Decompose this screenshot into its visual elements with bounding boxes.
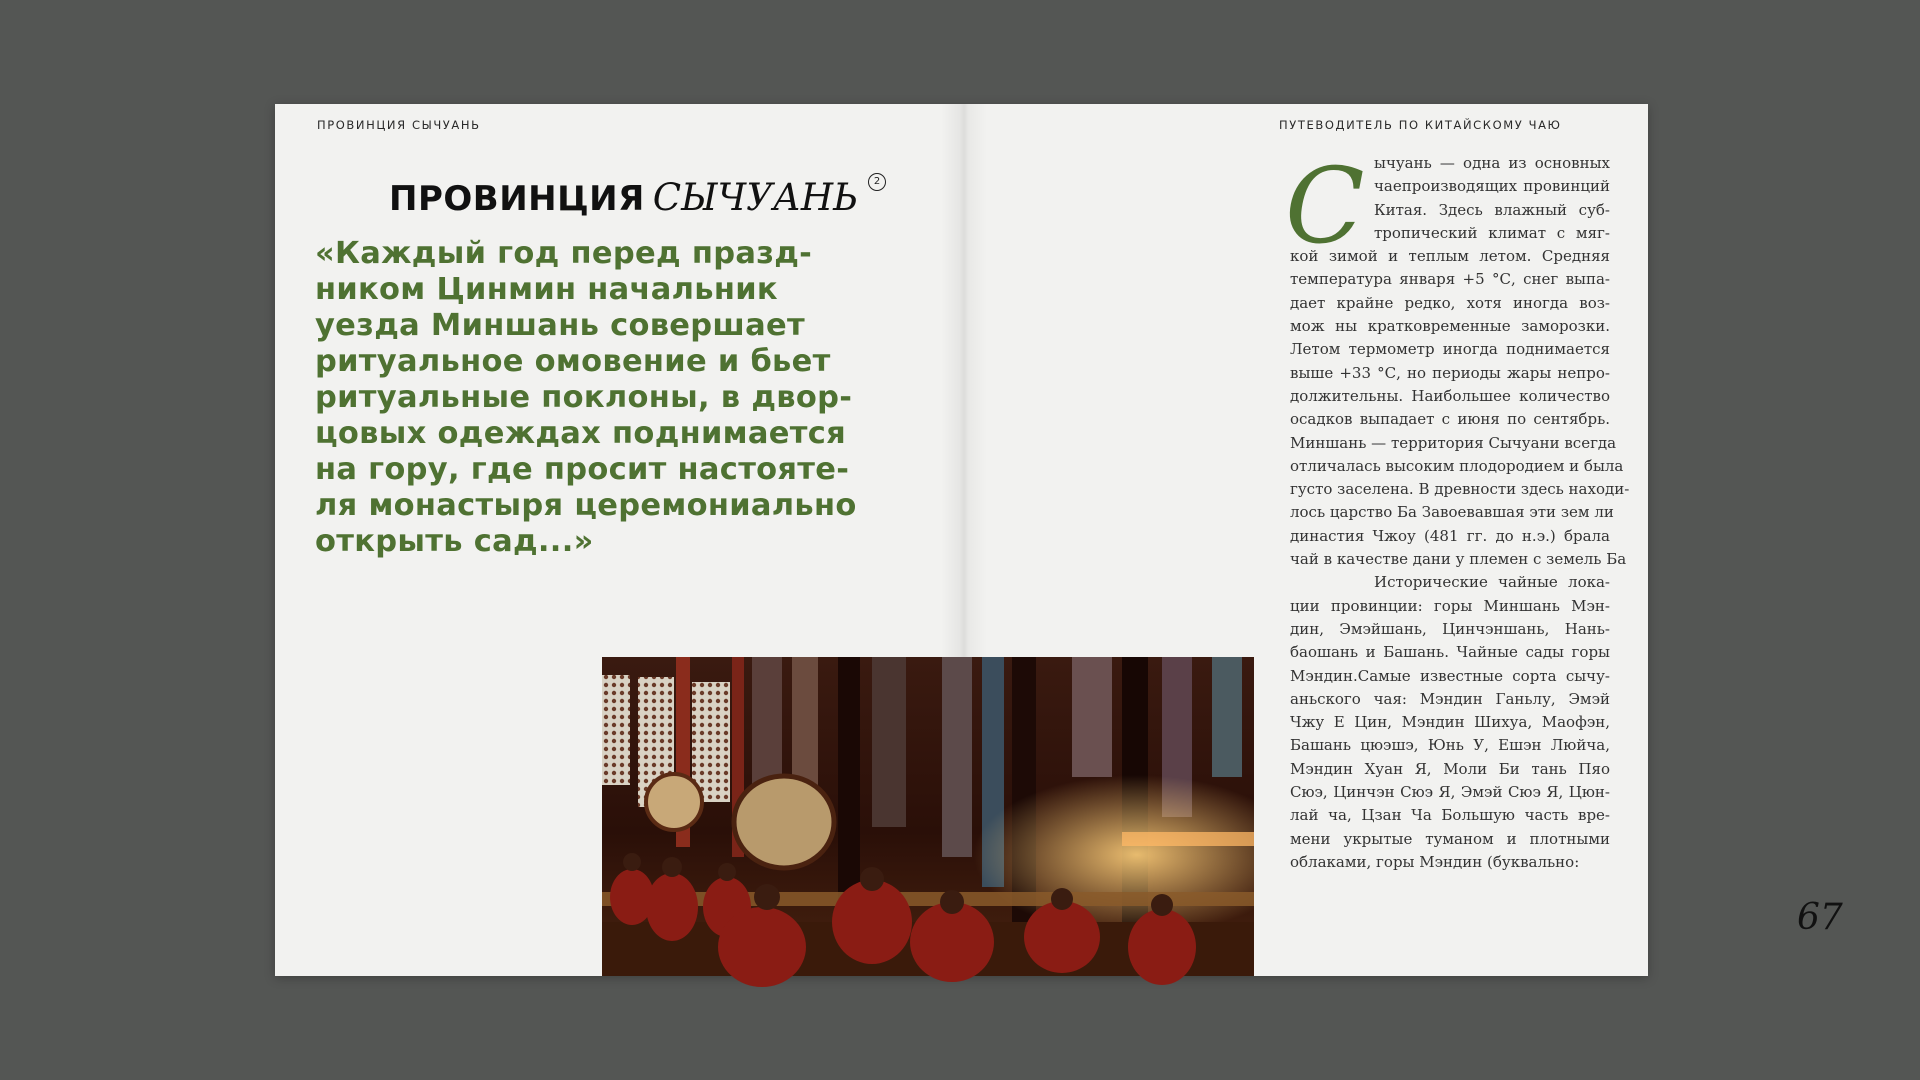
body-text — [1290, 152, 1630, 874]
quote-line: ритуальное омовение и бьет — [315, 344, 831, 379]
body-line: Мэндин Хуан Я, Моли Би тань Пяо — [1290, 759, 1610, 778]
body-line: ции провинции: горы Миншань Мэн- — [1290, 596, 1610, 615]
monks-in-temple-image — [602, 657, 1254, 976]
running-head-left: ПРОВИНЦИЯ СЫЧУАНЬ — [317, 118, 481, 132]
body-line: густо заселена. В древности здесь находи- — [1290, 480, 1630, 499]
quote-line: ником Цинмин начальник — [315, 272, 778, 307]
quote-line: ля монастыря церемониально — [315, 488, 857, 523]
body-line: дин, Эмэйшань, Цинчэншань, Нань- — [1290, 619, 1610, 638]
body-line: выше +33 °С, но периоды жары непро- — [1290, 363, 1610, 382]
body-line: осадков выпадает с июня по сентябрь. — [1290, 410, 1610, 429]
body-line: Чжу Е Цин, Мэндин Шихуа, Маофэн, — [1290, 713, 1610, 732]
body-line: дает крайне редко, хотя иногда воз- — [1290, 293, 1610, 312]
footnote-marker: 2 — [868, 173, 886, 191]
quote-line: на гору, где просит настояте- — [315, 452, 850, 487]
quote-line: открыть сад...» — [315, 524, 594, 559]
quote-line: «Каждый год перед празд- — [315, 236, 813, 271]
body-line: должительны. Наибольшее количество — [1290, 386, 1610, 405]
drop-cap: С — [1285, 145, 1365, 267]
body-line: Летом термометр иногда поднимается — [1290, 340, 1610, 359]
quote-line: цовых одеждах поднимается — [315, 416, 847, 451]
body-line: династия Чжоу (481 гг. до н.э.) брала — [1290, 526, 1610, 545]
body-line: кой зимой и теплым летом. Средняя — [1290, 247, 1610, 266]
body-line: лай ча, Цзан Ча Большую часть вре- — [1290, 806, 1610, 825]
running-head-right: ПУТЕВОДИТЕЛЬ ПО КИТАЙСКОМУ ЧАЮ — [1279, 118, 1562, 132]
body-line: чаепроизводящих провинций — [1374, 177, 1610, 196]
body-line: Миншань — территория Сычуани всегда — [1290, 433, 1617, 452]
body-line: Сюэ, Цинчэн Сюэ Я, Эмэй Сюэ Я, Цюн- — [1290, 783, 1610, 802]
body-line: ычуань — одна из основных — [1374, 154, 1610, 172]
quote-line: уезда Миншань совершает — [315, 308, 805, 343]
body-line: аньского чая: Мэндин Ганьлу, Эмэй — [1290, 689, 1610, 708]
pull-quote — [315, 236, 935, 560]
body-line: температура января +5 °С, снег выпа- — [1290, 270, 1610, 289]
body-line: Китая. Здесь влажный суб- — [1374, 200, 1610, 219]
body-line: лось царство Ба Завоевавшая эти зем ли — [1290, 503, 1614, 522]
body-line: Исторические чайные лока- — [1374, 573, 1610, 592]
monastery-photo — [602, 657, 1254, 976]
page-number: 67 — [1797, 897, 1843, 938]
body-line: тропический климат с мяг- — [1374, 223, 1610, 242]
body-line: Башань цюэшэ, Юнь У, Ешэн Люйча, — [1290, 736, 1610, 755]
body-line: мож ны кратковременные заморозки. — [1290, 317, 1610, 336]
title-script: СЫЧУАНЬ — [652, 176, 859, 219]
body-line: отличалась высоким плодородием и была — [1290, 456, 1624, 475]
body-line: чай в качестве дани у племен с земель Ба — [1290, 550, 1627, 569]
body-line: баошань и Башань. Чайные сады горы — [1290, 643, 1610, 662]
title-plain: ПРОВИНЦИЯ — [389, 179, 645, 219]
page-title — [389, 176, 858, 219]
body-line: облаками, горы Мэндин (буквально: — [1290, 852, 1580, 871]
body-line: Мэндин.Самые известные сорта сычу- — [1290, 666, 1610, 685]
body-line: мени укрытые туманом и плотными — [1290, 829, 1610, 848]
quote-line: ритуальные поклоны, в двор- — [315, 380, 853, 415]
book-spread — [275, 104, 1843, 976]
